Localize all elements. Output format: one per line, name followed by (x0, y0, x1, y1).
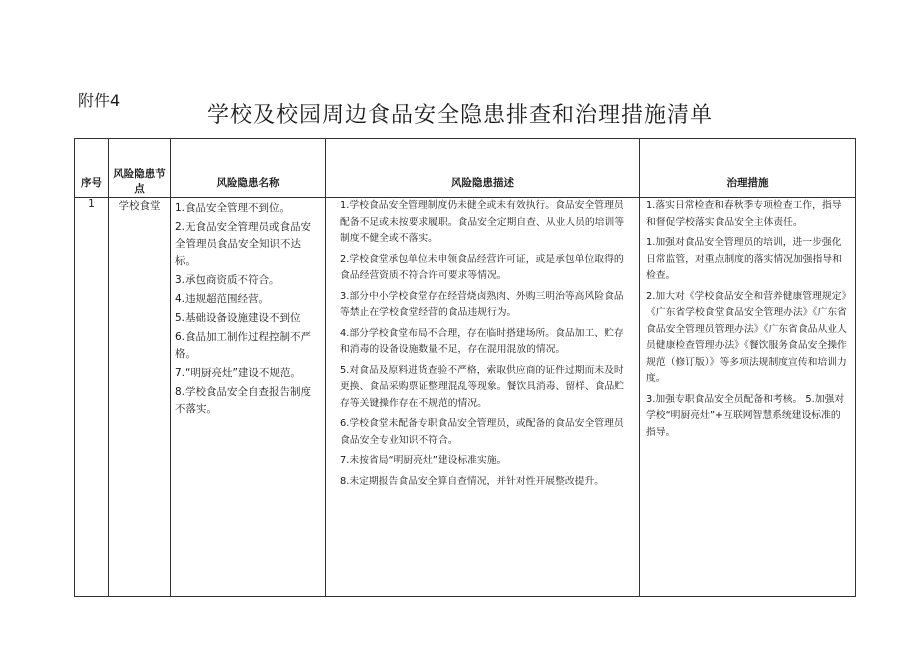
header-node: 风险隐患节点 (109, 139, 171, 198)
attachment-label: 附件4 (78, 91, 121, 110)
hazard-desc-item: 3.部分中小学校食堂存在经营烧卤熟肉、外购三明治等高风险食品等禁止在学校食堂经营的食品违规行为。 (340, 290, 624, 318)
measure-item: 1.落实日常检查和春秋季专项检查工作，指导和督促学校落实食品安全主体责任。 (646, 200, 842, 228)
cell-measures (640, 198, 856, 597)
hazard-desc-item: 8.未定期报告食品安全算自查情况，并针对性开展整改提升。 (340, 475, 605, 487)
header-seq: 序号 (75, 139, 109, 198)
hazard-name-item: 6.食品加工制作过程控制不严格。 (175, 331, 312, 360)
measure-item: 3.加强专职食品安全员配备和考核。 5.加强对学校“明厨亮灶”+互联网智慧系统建设标准的指导。 (646, 393, 845, 438)
hazard-name-item: 3.承包商资质不符合。 (175, 274, 280, 286)
cell-names (171, 198, 326, 597)
hazard-desc-item: 7.未按省局“明厨亮灶”建设标准实施。 (340, 455, 507, 466)
header-desc: 风险隐患描述 (326, 139, 640, 198)
hazard-name-item: 4.违规超范围经营。 (175, 293, 270, 305)
hazard-desc-item: 5.对食品及原料进货查验不严格，索取供应商的证件过期而未及时更换、食品采购票证整理混乱等现象。餐饮具消毒、留样、食品贮存等关键操作存在不规范的情况。 (340, 364, 625, 409)
cell-seq: 1 (75, 198, 109, 597)
hazard-name-item: 7.“明厨亮灶”建设不规范。 (175, 367, 301, 379)
cell-node: 学校食堂 (109, 198, 171, 597)
header-measure: 治理措施 (640, 139, 856, 198)
hazard-name-item: 1.食品安全管理不到位。 (175, 202, 291, 214)
table-row (75, 198, 856, 597)
hazard-name-item: 2.无食品安全管理员或食品安全管理员食品安全知识不达标。 (175, 221, 312, 267)
hazard-desc-item: 2.学校食堂承包单位未申领食品经营许可证，或是承包单位取得的食品经营资质不符合许可要求等情况。 (340, 253, 624, 281)
hazard-name-item: 8.学校食品安全自查报告制度不落实。 (175, 386, 312, 415)
hazard-desc-item: 4.部分学校食堂布局不合理，存在临时搭建场所。食品加工、贮存和消毒的设备设施数量不足，存在混用混放的情况。 (340, 327, 624, 355)
hazard-desc-item: 6.学校食堂未配备专职食品安全管理员，或配备的食品安全管理员食品安全专业知识不符合。 (340, 418, 624, 446)
cell-descriptions (326, 198, 640, 597)
measure-item: 1.加强对食品安全管理员的培训，进一步强化日常监管，对重点制度的落实情况加强指导和检查。 (646, 237, 842, 281)
table-header-row (75, 139, 856, 198)
header-name: 风险隐患名称 (171, 139, 326, 198)
measure-item: 2.加大对《学校食品安全和营养健康管理规定》《广东省学校食堂食品安全管理办法》《广东省食品安全管理员管理办法》《广东省食品从业人员健康检查管理办法》《餐饮服务食品安全操作规范（修订版）》等多项法规制度宣传和培训力度。 (646, 290, 847, 384)
hazard-desc-item: 1.学校食品安全管理制度仍未健全或未有效执行。食品安全管理员配备不足或未按要求履职。食品安全定期自查、从业人员的培训等制度不健全或不落实。 (340, 200, 625, 244)
hazard-name-item: 5.基础设备设施建设不到位 (175, 312, 301, 324)
hazard-table (74, 138, 856, 597)
document-title: 学校及校园周边食品安全隐患排查和治理措施清单 (206, 103, 713, 128)
